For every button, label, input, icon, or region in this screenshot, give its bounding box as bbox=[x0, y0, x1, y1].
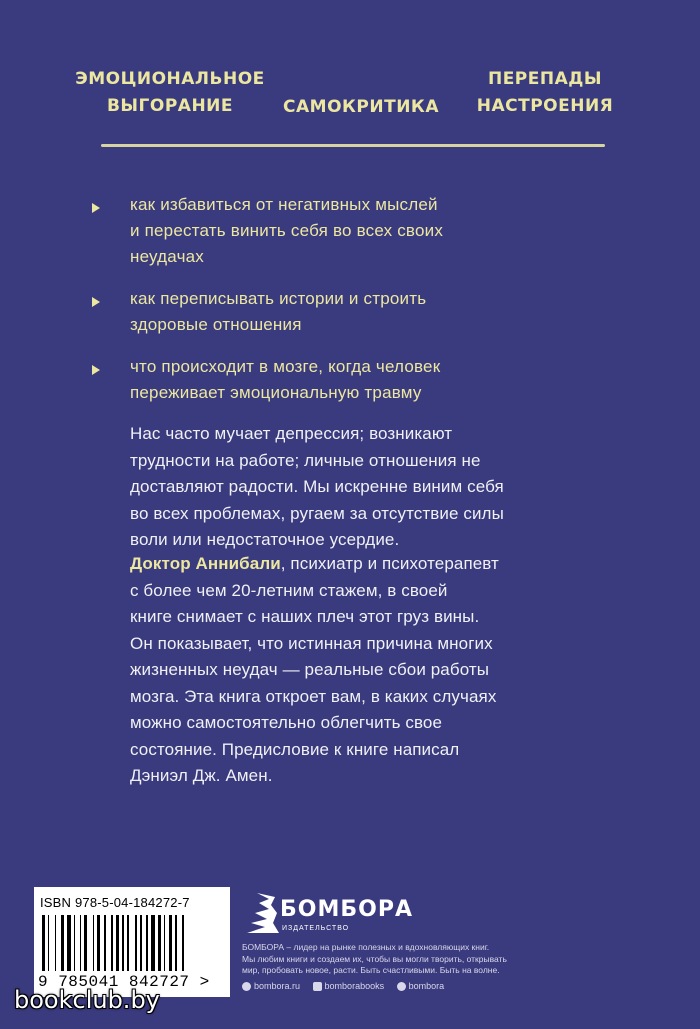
barcode-bar bbox=[55, 915, 56, 971]
barcode-bar bbox=[116, 915, 119, 971]
topic-self-criticism bbox=[276, 94, 446, 121]
bullet-line: неудачах bbox=[130, 247, 204, 266]
social-link-messenger[interactable] bbox=[397, 981, 445, 991]
barcode-bar bbox=[158, 915, 161, 971]
author-name: Доктор Аннибали bbox=[130, 554, 281, 573]
bullet-line: как переписывать истории и строить bbox=[130, 289, 427, 308]
barcode-digits: 9 785041 842727 > bbox=[38, 973, 210, 991]
divider-line bbox=[101, 144, 605, 147]
barcode-bar bbox=[74, 915, 75, 971]
topic-line: ПЕРЕПАДЫ bbox=[487, 69, 603, 89]
isbn-barcode bbox=[34, 887, 230, 997]
barcode-bar bbox=[146, 915, 147, 971]
paragraph-line: состояние. Предисловие к книге написал bbox=[130, 739, 460, 759]
paragraph-line: воли или недостаточное усердие. bbox=[130, 530, 400, 549]
paragraph-line bbox=[130, 551, 580, 578]
topic-line: САМОКРИТИКА bbox=[283, 97, 439, 117]
barcode-bar bbox=[80, 915, 81, 971]
topic-line: ЭМОЦИОНАЛЬНОЕ bbox=[75, 69, 265, 89]
barcode-bar bbox=[93, 915, 94, 971]
publisher-subtitle: ИЗДАТЕЛЬСТВО bbox=[282, 925, 350, 932]
bullet-arrow-icon bbox=[92, 203, 100, 213]
publisher-desc-line: БОМБОРА – лидер на рынке полезных и вдохновляющих книг. bbox=[242, 942, 490, 952]
barcode-bar bbox=[67, 915, 71, 971]
bullet-item bbox=[80, 286, 600, 338]
barcode-bar bbox=[169, 915, 172, 971]
publisher-desc-line: Мы любим книги и создаем их, чтобы вы могли творить, открывать bbox=[242, 953, 507, 964]
description-paragraph bbox=[130, 421, 580, 554]
telegram-icon bbox=[397, 982, 406, 991]
barcode-bar bbox=[151, 915, 155, 971]
barcode-bar bbox=[42, 915, 45, 971]
paragraph-line: мозга. Эта книга откроет вам, в каких случаях bbox=[130, 686, 497, 706]
topic-line: НАСТРОЕНИЯ bbox=[476, 96, 614, 116]
bullet-line: как избавиться от негативных мыслей bbox=[130, 195, 438, 214]
isbn-label: ISBN 978-5-04-184272-7 bbox=[40, 895, 190, 910]
globe-icon bbox=[242, 982, 251, 991]
barcode-bar bbox=[175, 915, 176, 971]
watermark: bookclub.by bbox=[14, 986, 160, 1014]
paragraph-line: во всех проблемах, ругаем за отсутствие силы bbox=[130, 503, 504, 523]
barcode-bar bbox=[127, 915, 128, 971]
author-paragraph bbox=[130, 551, 580, 790]
barcode-bar bbox=[97, 915, 100, 971]
bullet-arrow-icon bbox=[92, 365, 100, 375]
paragraph-line: Дэниэл Дж. Амен. bbox=[130, 766, 273, 785]
publisher-desc-line: мир, пробовать новое, расти. Быть счастливыми. Быть на волне. bbox=[242, 965, 500, 975]
bombora-logo-icon bbox=[243, 889, 283, 937]
paragraph-line: Нас часто мучает депрессия; возникают bbox=[130, 424, 453, 443]
topic-line: ВЫГОРАНИЕ bbox=[106, 96, 234, 116]
barcode-bar bbox=[61, 915, 64, 971]
barcode-bar bbox=[122, 915, 125, 971]
paragraph-line-rest: , психиатр и психотерапевт bbox=[280, 554, 499, 573]
publisher-description bbox=[242, 942, 587, 977]
social-icon bbox=[313, 982, 322, 991]
social-link-books[interactable] bbox=[313, 981, 385, 991]
topic-mood-swings bbox=[470, 66, 620, 120]
social-label: bomborabooks bbox=[324, 981, 385, 991]
topic-emotional-burnout bbox=[60, 66, 280, 120]
paragraph-line: книге снимает с наших плеч этот груз вины. bbox=[130, 607, 480, 626]
barcode-bar bbox=[135, 915, 138, 971]
social-label: bombora.ru bbox=[254, 981, 301, 991]
paragraph-line: Он показывает, что истинная причина многих bbox=[130, 633, 493, 653]
publisher-socials bbox=[242, 981, 454, 991]
paragraph-line: доставляют радости. Мы искренне виним себя bbox=[130, 477, 504, 496]
barcode-bar bbox=[140, 915, 141, 971]
website-link[interactable] bbox=[242, 981, 300, 991]
bullet-item bbox=[80, 354, 600, 406]
paragraph-line: с более чем 20-летним стажем, в своей bbox=[130, 580, 448, 600]
publisher-name: БОМБОРА bbox=[280, 897, 413, 922]
barcode-bar bbox=[111, 915, 112, 971]
bullet-item bbox=[80, 192, 600, 270]
barcode-bar bbox=[48, 915, 49, 971]
bullet-list bbox=[80, 192, 600, 422]
barcode-bar bbox=[104, 915, 105, 971]
bullet-line: здоровые отношения bbox=[130, 315, 302, 334]
bullet-arrow-icon bbox=[92, 297, 100, 307]
barcode-bar bbox=[84, 915, 87, 971]
bullet-line: и перестать винить себя во всех своих bbox=[130, 221, 444, 240]
barcode-bar bbox=[182, 915, 183, 971]
paragraph-line: жизненных неудач — реальные сбои работы bbox=[130, 660, 490, 679]
barcode-bars bbox=[42, 915, 222, 971]
social-label: bombora bbox=[408, 981, 445, 991]
paragraph-line: можно самостоятельно облегчить свое bbox=[130, 713, 443, 732]
bullet-line: переживает эмоциональную травму bbox=[130, 383, 422, 402]
barcode-bar bbox=[164, 915, 165, 971]
paragraph-line: трудности на работе; личные отношения не bbox=[130, 450, 481, 470]
bullet-line: что происходит в мозге, когда человек bbox=[130, 357, 441, 376]
